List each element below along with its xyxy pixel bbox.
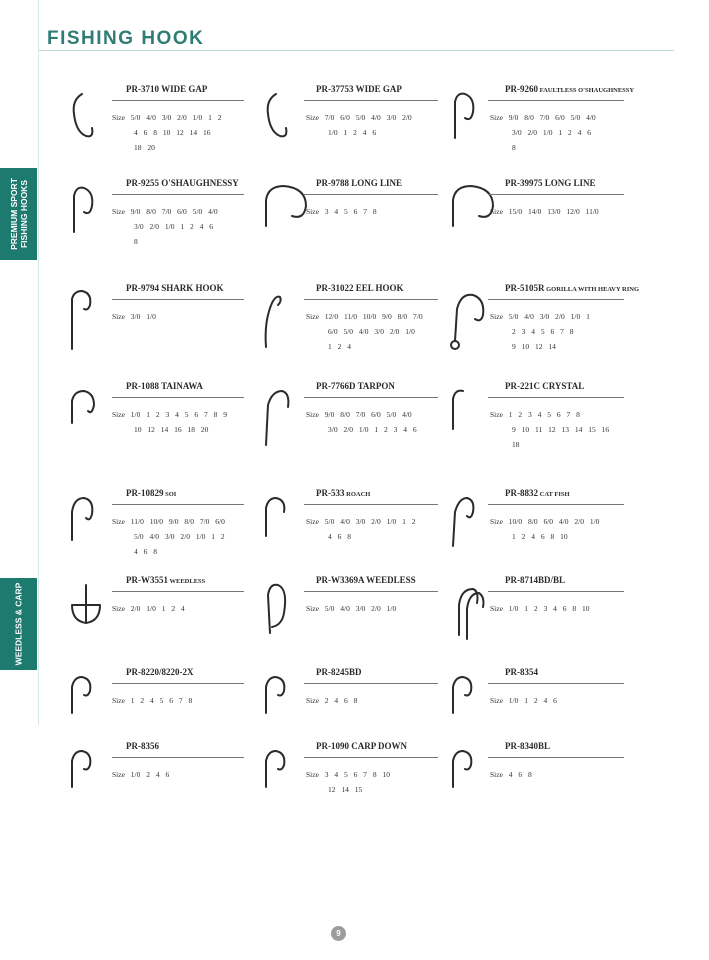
product-type: GORILLA WITH HEAVY RING xyxy=(544,286,640,293)
product-code: PR-8245BD xyxy=(316,667,362,677)
product-divider xyxy=(304,194,438,195)
product-type: ROACH xyxy=(344,491,371,498)
product-code: PR-39975 LONG LINE xyxy=(505,178,596,188)
product-divider xyxy=(304,100,438,101)
product-sizes: Size 1 2 3 4 5 6 7 8 9 10 11 12 13 14 15 16 18 xyxy=(490,410,610,449)
tarpon-hook-icon xyxy=(262,389,310,449)
product-name xyxy=(126,488,176,498)
product-divider xyxy=(112,194,244,195)
product-name xyxy=(505,381,584,391)
product-divider xyxy=(488,100,624,101)
product-name xyxy=(316,84,402,94)
product-code: PR-37753 WIDE GAP xyxy=(316,84,402,94)
side-tab-weedless-carp xyxy=(0,578,37,670)
product-code: PR-5105R xyxy=(505,283,545,293)
product-code: PR-9788 LONG LINE xyxy=(316,178,403,188)
product-code: PR-221C CRYSTAL xyxy=(505,381,585,391)
product-name xyxy=(316,667,362,677)
product-type: FAULTLESS O'SHAUGHNESSY xyxy=(538,87,635,94)
product-name xyxy=(126,381,203,391)
carp-hook-icon xyxy=(68,749,116,809)
product-name xyxy=(316,283,404,293)
product-sizes: Size 1/0 1 2 3 4 6 8 10 xyxy=(490,604,590,613)
product-code: PR-8220/8220-2X xyxy=(126,667,194,677)
product-sizes: Size 1 2 4 5 6 7 8 xyxy=(112,696,193,705)
product-divider xyxy=(488,757,624,758)
product-type: CAT FISH xyxy=(538,491,570,498)
product-sizes: Size 12/0 11/0 10/0 9/0 8/0 7/0 6/0 5/0 4/0 3/0 2/0 1/0 1 2 4 xyxy=(306,312,423,351)
product-code: PR-31022 EEL HOOK xyxy=(316,283,404,293)
product-sizes: Size 5/0 4/0 3/0 2/0 1/0 1 2 4 6 8 10 12 14 16 18 20 xyxy=(112,113,222,152)
product-divider xyxy=(304,683,438,684)
product-divider xyxy=(112,299,244,300)
product-sizes: Size 1/0 2 4 6 xyxy=(112,770,170,779)
product-code: PR-3710 WIDE GAP xyxy=(126,84,208,94)
product-name xyxy=(505,575,565,585)
product-name xyxy=(505,283,639,293)
carp-hook-icon xyxy=(262,675,310,735)
product-name xyxy=(316,575,416,585)
product-sizes: Size 5/0 4/0 3/0 2/0 1/0 1 2 4 6 8 xyxy=(306,517,416,541)
product-sizes: Size 10/0 8/0 6/0 4/0 2/0 1/0 1 2 4 6 8 10 xyxy=(490,517,600,541)
product-divider xyxy=(112,397,244,398)
product-divider xyxy=(488,504,624,505)
side-tab-label: WEEDLESS & CARP xyxy=(13,582,24,666)
product-code: PR-W3551 xyxy=(126,575,168,585)
product-sizes: Size 9/0 8/0 7/0 6/0 5/0 4/0 3/0 2/0 1/0 1 2 4 6 8 xyxy=(490,113,596,152)
product-name xyxy=(316,178,402,188)
margin-line xyxy=(38,0,39,725)
soi-hook-icon xyxy=(68,496,116,556)
product-name xyxy=(505,84,634,94)
product-code: PR-8356 xyxy=(126,741,159,751)
product-code: PR-9794 SHARK HOOK xyxy=(126,283,224,293)
product-sizes: Size 15/0 14/0 13/0 12/0 11/0 xyxy=(490,207,599,216)
product-code: PR-8832 xyxy=(505,488,538,498)
side-tab-label-line1: PREMIUM SPORT xyxy=(8,178,19,250)
product-sizes: Size 1/0 1 2 4 6 xyxy=(490,696,557,705)
product-divider xyxy=(304,591,438,592)
product-name xyxy=(505,667,538,677)
product-divider xyxy=(488,683,624,684)
product-sizes: Size 3 4 5 6 7 8 10 12 14 15 xyxy=(306,770,391,794)
product-sizes: Size 5/0 4/0 3/0 2/0 1/0 1 2 3 4 5 6 7 8 9 10 12 14 xyxy=(490,312,590,351)
product-divider xyxy=(304,757,438,758)
product-divider xyxy=(488,591,624,592)
product-divider xyxy=(304,299,438,300)
page-title: FISHING HOOK xyxy=(47,28,205,49)
roach-hook-icon xyxy=(262,496,310,556)
product-code: PR-1090 CARP DOWN xyxy=(316,741,407,751)
product-sizes: Size 11/0 10/0 9/0 8/0 7/0 6/0 5/0 4/0 3/0 2/0 1/0 1 2 4 6 8 xyxy=(112,517,225,556)
product-sizes: Size 4 6 8 xyxy=(490,770,532,779)
product-code: PR-9255 O'SHAUGHNESSY xyxy=(126,178,239,188)
side-tab-label-line2: FISHING HOOKS xyxy=(18,180,29,249)
product-divider xyxy=(488,194,624,195)
carp-hook-icon xyxy=(262,749,310,809)
product-divider xyxy=(112,591,244,592)
product-sizes: Size 3/0 1/0 xyxy=(112,312,156,321)
product-divider xyxy=(112,757,244,758)
wide-gap-hook-icon xyxy=(68,92,116,152)
product-sizes: Size 5/0 4/0 3/0 2/0 1/0 xyxy=(306,604,397,613)
product-name xyxy=(505,488,570,498)
product-type: WEEDLESS xyxy=(168,578,206,585)
product-divider xyxy=(304,397,438,398)
product-name xyxy=(126,741,159,751)
product-sizes: Size 9/0 8/0 7/0 6/0 5/0 4/0 3/0 2/0 1/0 1 2 4 6 8 xyxy=(112,207,218,246)
product-code: PR-8714BD/BL xyxy=(505,575,566,585)
product-name xyxy=(126,575,205,585)
product-divider xyxy=(112,683,244,684)
page-number: 9 xyxy=(331,926,346,941)
product-sizes: Size 7/0 6/0 5/0 4/0 3/0 2/0 1/0 1 2 4 6 xyxy=(306,113,412,137)
product-divider xyxy=(112,100,244,101)
product-name xyxy=(126,178,239,188)
long-line-hook-icon xyxy=(262,186,310,246)
weedless-treble-hook-icon xyxy=(68,583,116,643)
product-name xyxy=(505,178,596,188)
carp-hook-icon xyxy=(68,675,116,735)
product-code: PR-10829 xyxy=(126,488,164,498)
shark-hook-icon xyxy=(68,291,116,351)
weedless-hook-icon xyxy=(262,583,310,643)
product-code: PR-7766D TARPON xyxy=(316,381,395,391)
product-code: PR-1088 TAINAWA xyxy=(126,381,203,391)
product-divider xyxy=(112,504,244,505)
oshaughnessy-hook-icon xyxy=(68,186,116,246)
product-code: PR-W3369A WEEDLESS xyxy=(316,575,416,585)
product-name xyxy=(126,667,194,677)
product-code: PR-8340BL xyxy=(505,741,550,751)
product-type: SOI xyxy=(163,491,177,498)
tainawa-hook-icon xyxy=(68,389,116,449)
product-name xyxy=(316,381,395,391)
product-divider xyxy=(488,299,624,300)
product-name xyxy=(126,84,207,94)
product-code: PR-533 xyxy=(316,488,345,498)
product-name xyxy=(316,741,407,751)
title-divider xyxy=(38,50,674,51)
product-name xyxy=(126,283,224,293)
product-name xyxy=(505,741,550,751)
product-sizes: Size 2 4 6 8 xyxy=(306,696,358,705)
wide-gap-hook-icon xyxy=(262,92,310,152)
product-divider xyxy=(488,397,624,398)
product-sizes: Size 2/0 1/0 1 2 4 xyxy=(112,604,185,613)
product-code: PR-8354 xyxy=(505,667,538,677)
product-code: PR-9260 xyxy=(505,84,538,94)
side-tab-premium-sport xyxy=(0,168,37,260)
product-name xyxy=(316,488,370,498)
product-divider xyxy=(304,504,438,505)
product-sizes: Size 3 4 5 6 7 8 xyxy=(306,207,377,216)
product-sizes: Size 9/0 8/0 7/0 6/0 5/0 4/0 3/0 2/0 1/0 1 2 3 4 6 xyxy=(306,410,417,434)
product-sizes: Size 1/0 1 2 3 4 5 6 7 8 9 10 12 14 16 18 20 xyxy=(112,410,227,434)
eel-hook-icon xyxy=(262,291,310,351)
